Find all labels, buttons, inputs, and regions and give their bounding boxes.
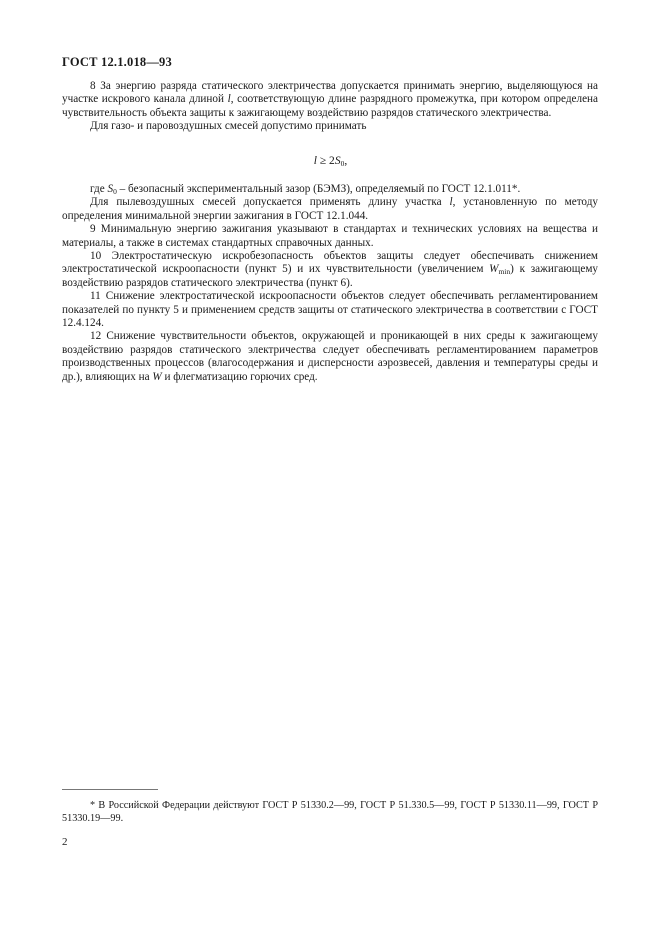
paragraph-10: [62, 250, 598, 290]
paragraph-10-text-start: 10 Электростатическую искробезопасность объектов защиты следует обеспечивать снижением электростатической искроопасности (пункт 5) и их чувствительности (увеличением: [62, 250, 598, 276]
page-number: 2: [62, 836, 68, 848]
formula-tail: ,: [344, 155, 348, 167]
paragraph-where: [62, 183, 598, 196]
dust-text-start: Для пылевоздушных смесей допускается применять длину участка: [90, 196, 450, 209]
formula-subscript: 0: [340, 159, 345, 168]
section-9-12: [62, 183, 598, 384]
where-var: S: [107, 183, 114, 195]
document-header: ГОСТ 12.1.018—93: [62, 55, 172, 69]
paragraph-8: [62, 80, 598, 120]
where-subscript: 0: [113, 187, 117, 196]
paragraph-8-text-end: , соответствующую длине разрядного промежутка, при котором определена чувствительность объекта защиты к зажигающему воздействию разрядов статического электричества.: [62, 93, 598, 119]
formula-var: S: [334, 155, 341, 167]
paragraph-11: 11 Снижение электростатической искроопасности объектов следует обеспечивать регламентированием показателей по пункту 5 и применением средств защиты от статического электричества в соответствии с ГОСТ 12.4.124.: [62, 290, 598, 330]
formula-lhs: l: [313, 155, 317, 167]
p10-var: W: [489, 263, 499, 276]
footnote: [62, 800, 598, 826]
where-text: – безопасный экспериментальный зазор (БЭМЗ), определяемый по ГОСТ 12.1.011*.: [116, 183, 521, 195]
paragraph-8-text-start: 8 За энергию разряда статического электричества допускается принимать энергию, выделяющуюся на участке искрового канала длиной: [62, 80, 598, 106]
formula: [0, 155, 661, 167]
paragraph-gas-mixtures: Для газо- и паровоздушных смесей допустимо принимать: [90, 120, 367, 133]
variable-l: l: [227, 93, 231, 106]
paragraph-dust-mixtures: [62, 196, 598, 223]
where-prefix: где: [90, 183, 108, 195]
p10-subscript: min: [498, 267, 511, 277]
dust-text-end: , установленную по методу определения минимальной энергии зажигания в ГОСТ 12.1.044.: [62, 196, 598, 222]
paragraph-12: [62, 330, 598, 384]
footnote-divider: [62, 789, 158, 790]
dust-var: l: [449, 196, 453, 209]
paragraph-12-text-start: 12 Снижение чувствительности объектов, окружающей и проникающей в них среды к зажигающему воздействию разрядов статического электричества следует обеспечивать регламентированием параметров производственных процессов (влагосодержания и дисперсности аэрозвесей, давления и температуры среды и др.), влияющих на: [62, 330, 598, 383]
paragraph-12-text-end: и флегматизацию горючих сред.: [161, 370, 318, 383]
paragraph-10-text-end: ) к зажигающему воздействию разрядов статического электричества (пункт 6).: [62, 263, 598, 289]
paragraph-9: 9 Минимальную энергию зажигания указывают в стандартах и технических условиях на вещества и материалы, а также в системах стандартных справочных данных.: [62, 223, 598, 249]
formula-operator: ≥ 2: [317, 155, 335, 167]
p12-var: W: [152, 370, 162, 383]
section-8: [62, 80, 598, 134]
footnote-text: * В Российской Федерации действуют ГОСТ Р 51330.2—99, ГОСТ Р 51.330.5—99, ГОСТ Р 51330.11—99, ГОСТ Р 51330.19—99.: [62, 800, 598, 824]
